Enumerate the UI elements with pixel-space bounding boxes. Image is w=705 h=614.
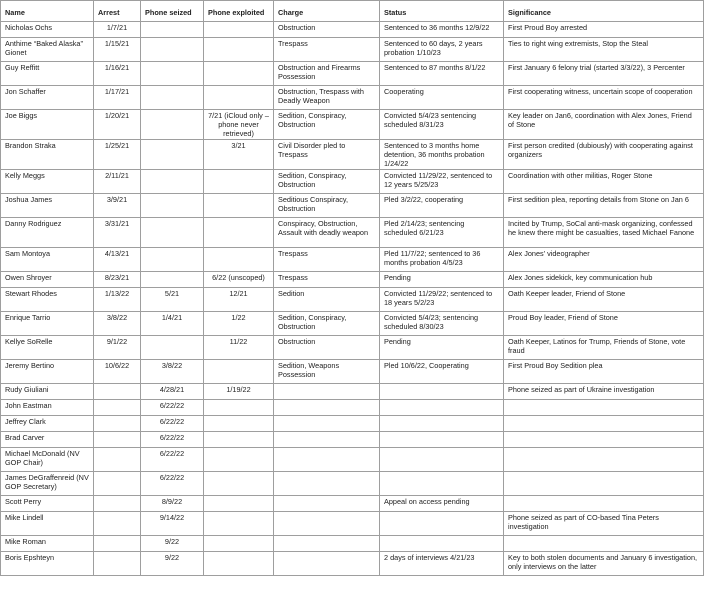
cell-phone-exploited: 12/21 (204, 288, 274, 312)
cell-phone-seized: 6/22/22 (141, 400, 204, 416)
cell-phone-exploited (204, 416, 274, 432)
cell-status (380, 472, 504, 496)
cell-charge: Sedition, Conspiracy, Obstruction (274, 110, 380, 140)
cell-charge: Civil Disorder pled to Trespass (274, 140, 380, 170)
cell-status (380, 416, 504, 432)
cell-arrest: 3/8/22 (94, 312, 141, 336)
cell-phone-seized: 9/22 (141, 536, 204, 552)
cell-name: Owen Shroyer (1, 272, 94, 288)
cell-significance: Phone seized as part of Ukraine investigation (504, 384, 704, 400)
cell-phone-seized (141, 62, 204, 86)
cell-phone-exploited (204, 86, 274, 110)
cell-name: Nicholas Ochs (1, 22, 94, 38)
cell-significance: Key to both stolen documents and January 6 investigation, only interviews on the latter (504, 552, 704, 576)
cell-phone-seized (141, 86, 204, 110)
cell-charge: Sedition, Conspiracy, Obstruction (274, 312, 380, 336)
cell-name: Brandon Straka (1, 140, 94, 170)
table-row (1, 272, 704, 288)
cell-phone-exploited: 6/22 (unscoped) (204, 272, 274, 288)
cell-name: Anthime “Baked Alaska” Gionet (1, 38, 94, 62)
cell-arrest: 1/13/22 (94, 288, 141, 312)
cell-arrest: 3/9/21 (94, 194, 141, 218)
cell-phone-seized (141, 248, 204, 272)
cell-name: Stewart Rhodes (1, 288, 94, 312)
cell-status (380, 512, 504, 536)
cell-arrest: 4/13/21 (94, 248, 141, 272)
cell-arrest (94, 512, 141, 536)
cell-phone-seized (141, 272, 204, 288)
cell-charge: Trespass (274, 272, 380, 288)
table-row (1, 448, 704, 472)
cell-status: 2 days of interviews 4/21/23 (380, 552, 504, 576)
cell-charge (274, 416, 380, 432)
table-row (1, 248, 704, 272)
table-row (1, 194, 704, 218)
cell-arrest (94, 384, 141, 400)
cell-arrest: 9/1/22 (94, 336, 141, 360)
header-row (1, 1, 704, 22)
cell-significance (504, 472, 704, 496)
header-phone-seized: Phone seized (141, 1, 204, 22)
table-row (1, 86, 704, 110)
cell-charge: Conspiracy, Obstruction, Assault with deadly weapon (274, 218, 380, 248)
cell-significance (504, 432, 704, 448)
cell-status: Pled 10/6/22, Cooperating (380, 360, 504, 384)
table-row (1, 110, 704, 140)
cell-phone-exploited (204, 38, 274, 62)
cell-name: Danny Rodriguez (1, 218, 94, 248)
cell-name: Sam Montoya (1, 248, 94, 272)
cell-charge: Obstruction (274, 22, 380, 38)
cell-significance: Ties to right wing extremists, Stop the Steal (504, 38, 704, 62)
cell-phone-exploited (204, 194, 274, 218)
cell-charge (274, 384, 380, 400)
header-phone-exploited: Phone exploited (204, 1, 274, 22)
table-row (1, 336, 704, 360)
cell-arrest (94, 552, 141, 576)
cell-charge (274, 448, 380, 472)
cell-arrest: 1/25/21 (94, 140, 141, 170)
cell-charge: Obstruction, Trespass with Deadly Weapon (274, 86, 380, 110)
cell-phone-exploited: 1/22 (204, 312, 274, 336)
cell-charge (274, 536, 380, 552)
cell-phone-exploited: 11/22 (204, 336, 274, 360)
cell-phone-seized (141, 336, 204, 360)
cell-significance (504, 416, 704, 432)
cell-arrest (94, 536, 141, 552)
cell-status (380, 536, 504, 552)
cell-phone-seized: 9/22 (141, 552, 204, 576)
cell-status: Appeal on access pending (380, 496, 504, 512)
cell-significance: First Proud Boy Sedition plea (504, 360, 704, 384)
cell-status: Pled 2/14/23; sentencing scheduled 6/21/23 (380, 218, 504, 248)
cell-status: Pled 3/2/22, cooperating (380, 194, 504, 218)
cell-arrest: 10/6/22 (94, 360, 141, 384)
cell-significance: Coordination with other militias, Roger Stone (504, 170, 704, 194)
cell-significance: Proud Boy leader, Friend of Stone (504, 312, 704, 336)
cell-charge: Trespass (274, 38, 380, 62)
table-row (1, 472, 704, 496)
cell-phone-seized (141, 218, 204, 248)
cell-phone-seized: 9/14/22 (141, 512, 204, 536)
table-row (1, 312, 704, 336)
cell-significance: Alex Jones’ videographer (504, 248, 704, 272)
cell-significance: First January 6 felony trial (started 3/3/22), 3 Percenter (504, 62, 704, 86)
cell-name: Scott Perry (1, 496, 94, 512)
cell-name: Jeremy Bertino (1, 360, 94, 384)
cell-name: Michael McDonald (NV GOP Chair) (1, 448, 94, 472)
cell-status: Pending (380, 272, 504, 288)
cell-status: Sentenced to 87 months 8/1/22 (380, 62, 504, 86)
cell-charge (274, 552, 380, 576)
cell-name: Joshua James (1, 194, 94, 218)
cell-phone-exploited (204, 448, 274, 472)
cell-phone-exploited (204, 536, 274, 552)
cell-name: Mike Roman (1, 536, 94, 552)
cell-status: Convicted 11/29/22; sentenced to 18 years 5/2/23 (380, 288, 504, 312)
table-row (1, 288, 704, 312)
cell-significance: Phone seized as part of CO-based Tina Peters investigation (504, 512, 704, 536)
cell-phone-exploited: 1/19/22 (204, 384, 274, 400)
table-row (1, 512, 704, 536)
cell-name: Jon Schaffer (1, 86, 94, 110)
cell-significance: Oath Keeper, Latinos for Trump, Friends of Stone, vote fraud (504, 336, 704, 360)
header-significance: Significance (504, 1, 704, 22)
cell-phone-exploited (204, 472, 274, 496)
cell-arrest (94, 432, 141, 448)
cell-status: Sentenced to 60 days, 2 years probation 1/10/23 (380, 38, 504, 62)
table-row (1, 552, 704, 576)
cell-phone-seized: 3/8/22 (141, 360, 204, 384)
cell-significance: Oath Keeper leader, Friend of Stone (504, 288, 704, 312)
cell-status (380, 432, 504, 448)
cell-name: Joe Biggs (1, 110, 94, 140)
cell-charge: Obstruction and Firearms Possession (274, 62, 380, 86)
table-row (1, 38, 704, 62)
cell-phone-seized: 5/21 (141, 288, 204, 312)
cell-arrest (94, 400, 141, 416)
cell-charge: Sedition, Conspiracy, Obstruction (274, 170, 380, 194)
cell-significance: First sedition plea, reporting details from Stone on Jan 6 (504, 194, 704, 218)
table-row (1, 384, 704, 400)
cell-arrest: 1/17/21 (94, 86, 141, 110)
table-row (1, 62, 704, 86)
cell-name: Kelly Meggs (1, 170, 94, 194)
cell-status: Pled 11/7/22; sentenced to 36 months probation 4/5/23 (380, 248, 504, 272)
cell-phone-seized (141, 22, 204, 38)
cell-arrest (94, 448, 141, 472)
cell-significance (504, 400, 704, 416)
cell-arrest: 1/7/21 (94, 22, 141, 38)
cell-name: Kellye SoRelle (1, 336, 94, 360)
table-row (1, 218, 704, 248)
cell-phone-exploited: 7/21 (iCloud only – phone never retrieved) (204, 110, 274, 140)
cell-charge: Trespass (274, 248, 380, 272)
cell-status: Pending (380, 336, 504, 360)
cell-charge: Sedition, Weapons Possession (274, 360, 380, 384)
cell-status: Sentenced to 3 months home detention, 36 months probation 1/24/22 (380, 140, 504, 170)
cell-arrest (94, 416, 141, 432)
cell-name: John Eastman (1, 400, 94, 416)
cell-status: Convicted 11/29/22, sentenced to 12 years 5/25/23 (380, 170, 504, 194)
cell-status (380, 448, 504, 472)
table-row (1, 536, 704, 552)
cell-significance: First person credited (dubiously) with cooperating against organizers (504, 140, 704, 170)
cell-phone-seized: 1/4/21 (141, 312, 204, 336)
cell-charge (274, 432, 380, 448)
cell-significance: First Proud Boy arrested (504, 22, 704, 38)
cell-charge: Obstruction (274, 336, 380, 360)
cell-name: Jeffrey Clark (1, 416, 94, 432)
cell-arrest: 3/31/21 (94, 218, 141, 248)
cell-name: Boris Epshteyn (1, 552, 94, 576)
cell-status: Convicted 5/4/23; sentencing scheduled 8/30/23 (380, 312, 504, 336)
cell-phone-exploited (204, 432, 274, 448)
header-name: Name (1, 1, 94, 22)
cell-significance: Key leader on Jan6, coordination with Alex Jones, Friend of Stone (504, 110, 704, 140)
cell-phone-seized: 4/28/21 (141, 384, 204, 400)
cell-phone-seized: 6/22/22 (141, 448, 204, 472)
cell-arrest: 1/20/21 (94, 110, 141, 140)
cell-phone-seized: 6/22/22 (141, 416, 204, 432)
cell-name: Guy Reffitt (1, 62, 94, 86)
cell-significance: Incited by Trump, SoCal anti-mask organizing, confessed he knew there might be casualties, tased Michael Fanone (504, 218, 704, 248)
header-arrest: Arrest (94, 1, 141, 22)
cell-charge (274, 496, 380, 512)
cell-arrest: 8/23/21 (94, 272, 141, 288)
cell-phone-seized: 8/9/22 (141, 496, 204, 512)
table-row (1, 140, 704, 170)
cell-name: Rudy Giuliani (1, 384, 94, 400)
cell-phone-seized (141, 170, 204, 194)
cell-status: Cooperating (380, 86, 504, 110)
cell-charge (274, 400, 380, 416)
table-row (1, 170, 704, 194)
cell-significance (504, 536, 704, 552)
cell-phone-exploited (204, 248, 274, 272)
table-row (1, 360, 704, 384)
cell-arrest: 1/16/21 (94, 62, 141, 86)
cell-phone-seized: 6/22/22 (141, 432, 204, 448)
cell-phone-exploited (204, 496, 274, 512)
cell-phone-seized (141, 110, 204, 140)
cell-phone-exploited (204, 512, 274, 536)
cell-significance: Alex Jones sidekick, key communication hub (504, 272, 704, 288)
cell-name: James DeGraffenreid (NV GOP Secretary) (1, 472, 94, 496)
cell-phone-exploited (204, 22, 274, 38)
cell-name: Enrique Tarrio (1, 312, 94, 336)
cell-charge: Sedition (274, 288, 380, 312)
cell-arrest (94, 472, 141, 496)
table-row (1, 22, 704, 38)
cell-name: Brad Carver (1, 432, 94, 448)
cell-charge (274, 472, 380, 496)
header-status: Status (380, 1, 504, 22)
cell-status: Convicted 5/4/23 sentencing scheduled 8/31/23 (380, 110, 504, 140)
table-row (1, 416, 704, 432)
cell-status (380, 384, 504, 400)
cell-phone-exploited (204, 170, 274, 194)
cell-arrest: 2/11/21 (94, 170, 141, 194)
cell-status (380, 400, 504, 416)
cell-arrest (94, 496, 141, 512)
cell-phone-exploited: 3/21 (204, 140, 274, 170)
cell-arrest: 1/15/21 (94, 38, 141, 62)
cell-phone-seized: 6/22/22 (141, 472, 204, 496)
cell-name: Mike Lindell (1, 512, 94, 536)
cell-charge: Seditious Conspiracy, Obstruction (274, 194, 380, 218)
cell-status: Sentenced to 36 months 12/9/22 (380, 22, 504, 38)
cell-phone-seized (141, 140, 204, 170)
cell-significance (504, 448, 704, 472)
cell-phone-exploited (204, 400, 274, 416)
cell-significance (504, 496, 704, 512)
cell-phone-exploited (204, 552, 274, 576)
table-row (1, 496, 704, 512)
cell-phone-exploited (204, 360, 274, 384)
header-charge: Charge (274, 1, 380, 22)
cell-phone-exploited (204, 218, 274, 248)
cell-phone-seized (141, 38, 204, 62)
cell-phone-seized (141, 194, 204, 218)
table-row (1, 400, 704, 416)
cell-phone-exploited (204, 62, 274, 86)
cell-charge (274, 512, 380, 536)
table-row (1, 432, 704, 448)
cell-significance: First cooperating witness, uncertain scope of cooperation (504, 86, 704, 110)
